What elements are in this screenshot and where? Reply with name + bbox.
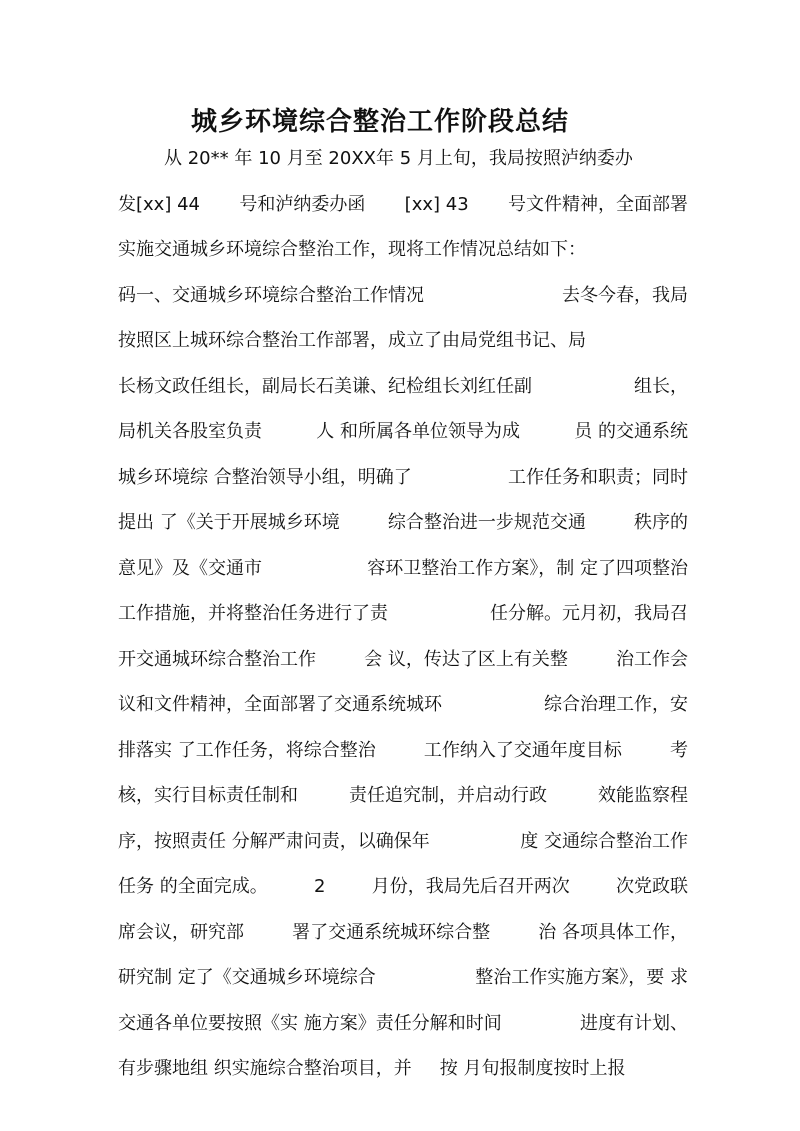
text-line bbox=[118, 328, 688, 354]
text-segment: 提出 了《关于开展城乡环境 bbox=[118, 512, 340, 533]
text-line bbox=[118, 556, 688, 582]
text-segment: 治 各项具体工作， bbox=[538, 922, 688, 943]
text-line bbox=[118, 1011, 688, 1037]
text-segment: 工作任务和职责；同时 bbox=[508, 467, 688, 488]
text-segment: 按照区上城环综合整治工作部署，成立了由局党组书记、局 bbox=[118, 330, 586, 351]
text-segment: 工作纳入了交通年度目标 bbox=[423, 740, 622, 761]
text-segment: 度 交通综合整治工作 bbox=[520, 831, 688, 852]
text-segment: 长杨文政任组长，副局长石美谦、纪检组长刘红任副 bbox=[118, 376, 532, 397]
text-segment: 治工作会 bbox=[615, 649, 688, 670]
text-segment: 整治工作实施方案》，要 求 bbox=[475, 967, 688, 988]
text-line bbox=[118, 920, 688, 946]
text-segment: 组长， bbox=[634, 376, 688, 397]
text-segment: 人 和所属各单位领导为成 bbox=[316, 421, 520, 442]
text-line bbox=[118, 601, 688, 627]
text-line bbox=[118, 465, 688, 491]
text-line bbox=[118, 692, 688, 718]
text-line bbox=[118, 237, 688, 263]
text-line bbox=[118, 419, 688, 445]
text-segment: 会 议，传达了区上有关整 bbox=[364, 649, 568, 670]
text-line bbox=[118, 965, 688, 991]
text-line bbox=[118, 1056, 688, 1082]
text-segment: 秩序的 bbox=[633, 512, 688, 533]
text-segment: 有步骤地组 织实施综合整治项目，并 bbox=[118, 1058, 412, 1079]
text-segment: 议和文件精神，全面部署了交通系统城环 bbox=[118, 694, 442, 715]
text-line bbox=[118, 829, 688, 855]
text-segment: 任分解。元月初，我局召 bbox=[490, 603, 688, 624]
text-segment: 按 月旬报制度按时上报 bbox=[439, 1058, 626, 1079]
text-segment: 交通各单位要按照《实 施方案》责任分解和时间 bbox=[118, 1013, 502, 1034]
text-segment: 席会议，研究部 bbox=[118, 922, 244, 943]
text-segment: 去冬今春，我局 bbox=[562, 285, 688, 306]
text-segment: 序，按照责任 分解严肃问责，以确保年 bbox=[118, 831, 430, 852]
text-segment: 责任追究制，并启动行政 bbox=[349, 785, 547, 806]
text-segment: 研究制 定了《交通城乡环境综合 bbox=[118, 967, 376, 988]
text-segment: 综合治理工作，安 bbox=[544, 694, 688, 715]
text-segment: 意见》及《交通市 bbox=[118, 558, 262, 579]
text-segment: 号和泸纳委办函 bbox=[239, 194, 366, 215]
text-line bbox=[118, 510, 688, 536]
text-segment: 考 bbox=[669, 740, 688, 761]
text-segment: 发[xx] 44 bbox=[118, 194, 200, 215]
text-segment: 工作措施，并将整治任务进行了责 bbox=[118, 603, 388, 624]
text-line bbox=[164, 146, 688, 172]
text-line bbox=[118, 647, 688, 673]
text-segment: 码一、交通城乡环境综合整治工作情况 bbox=[118, 285, 424, 306]
text-segment: 进度有计划、 bbox=[580, 1013, 688, 1034]
text-line bbox=[118, 374, 688, 400]
text-segment: 2 bbox=[314, 876, 326, 897]
text-segment: 综合整治进一步规范交通 bbox=[387, 512, 586, 533]
text-segment: 实施交通城乡环境综合整治工作，现将工作情况总结如下： bbox=[118, 239, 586, 260]
text-segment: 排落实 了工作任务，将综合整治 bbox=[118, 740, 376, 761]
text-line bbox=[118, 738, 688, 764]
text-segment: 局机关各股室负责 bbox=[118, 421, 262, 442]
document-title: 城乡环境综合整治工作阶段总结 bbox=[190, 107, 569, 137]
text-segment: [xx] 43 bbox=[404, 194, 469, 215]
text-segment: 容环卫整治工作方案》，制 定了四项整治 bbox=[367, 558, 688, 579]
text-segment: 署了交通系统城环综合整 bbox=[292, 922, 491, 943]
text-segment: 月份，我局先后召开两次 bbox=[371, 876, 570, 897]
text-segment: 核，实行目标责任制和 bbox=[118, 785, 298, 806]
text-line bbox=[118, 874, 688, 900]
text-segment: 从 20** 年 10 月至 20XX年 5 月上旬，我局按照泸纳委办 bbox=[164, 148, 633, 169]
text-line bbox=[118, 783, 688, 809]
text-segment: 城乡环境综 合整治领导小组，明确了 bbox=[118, 467, 412, 488]
text-segment: 号文件精神，全面部署 bbox=[508, 194, 688, 215]
text-line bbox=[118, 192, 688, 218]
text-segment: 任务 的全面完成。 bbox=[118, 876, 268, 897]
text-segment: 开交通城环综合整治工作 bbox=[118, 649, 316, 670]
text-segment: 次党政联 bbox=[615, 876, 688, 897]
text-segment: 效能监察程 bbox=[598, 785, 688, 806]
text-line bbox=[118, 283, 688, 309]
text-segment: 员 的交通系统 bbox=[574, 421, 688, 442]
